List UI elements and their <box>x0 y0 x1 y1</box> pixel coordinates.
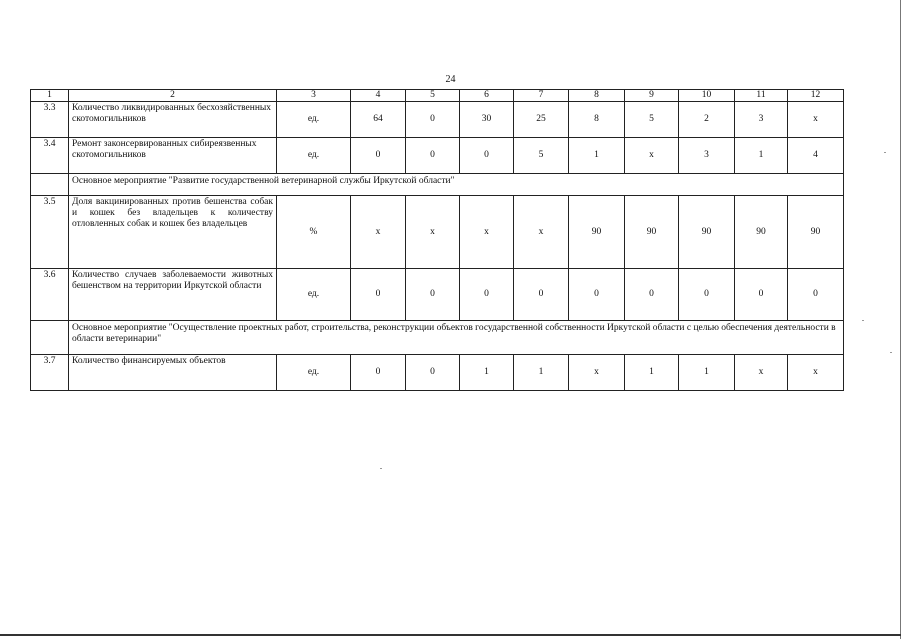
value-cell: 0 <box>625 269 679 321</box>
value-cell: 1 <box>735 138 788 174</box>
value-cell: х <box>625 138 679 174</box>
value-cell: х <box>351 196 406 269</box>
value-cell: х <box>569 355 625 391</box>
section-title: Основное мероприятие "Развитие государственной ветеринарной службы Иркутской области" <box>69 174 844 196</box>
table-row <box>31 138 844 174</box>
scan-speck <box>862 320 864 321</box>
value-cell: 3 <box>679 138 735 174</box>
scan-edge-bottom <box>0 634 901 636</box>
header-cell: 2 <box>69 90 277 102</box>
header-cell: 6 <box>460 90 514 102</box>
value-cell: 25 <box>514 102 569 138</box>
value-cell: 2 <box>679 102 735 138</box>
value-cell: 90 <box>679 196 735 269</box>
value-cell: х <box>788 355 844 391</box>
section-row <box>31 174 844 196</box>
value-cell: 1 <box>569 138 625 174</box>
value-cell: 90 <box>569 196 625 269</box>
value-cell: 0 <box>460 138 514 174</box>
table-row <box>31 102 844 138</box>
unit-cell: ед. <box>277 269 351 321</box>
header-cell: 5 <box>406 90 460 102</box>
indicator-name: Количество финансируемых объектов <box>69 355 277 391</box>
row-number: 3.7 <box>31 355 69 391</box>
table-row <box>31 196 844 269</box>
scan-speck <box>380 468 382 469</box>
table-row <box>31 269 844 321</box>
value-cell: 0 <box>735 269 788 321</box>
header-cell: 8 <box>569 90 625 102</box>
header-cell: 4 <box>351 90 406 102</box>
value-cell: 0 <box>406 269 460 321</box>
value-cell: 3 <box>735 102 788 138</box>
indicator-name: Количество случаев заболеваемости животных бешенством на территории Иркутской области <box>69 269 277 321</box>
value-cell: 0 <box>460 269 514 321</box>
unit-cell: ед. <box>277 102 351 138</box>
value-cell: 8 <box>569 102 625 138</box>
indicator-name: Доля вакцинированных против бешенства собак и кошек без владельцев к количеству отловленных собак и кошек без владельцев <box>69 196 277 269</box>
value-cell: 5 <box>625 102 679 138</box>
unit-cell: ед. <box>277 355 351 391</box>
value-cell: 0 <box>406 355 460 391</box>
indicator-name: Ремонт законсервированных сибиреязвенных скотомогильников <box>69 138 277 174</box>
value-cell: 0 <box>406 138 460 174</box>
value-cell: 0 <box>351 355 406 391</box>
value-cell: 5 <box>514 138 569 174</box>
value-cell: 4 <box>788 138 844 174</box>
value-cell: 90 <box>788 196 844 269</box>
scan-speck <box>884 152 886 153</box>
header-cell: 11 <box>735 90 788 102</box>
header-cell: 3 <box>277 90 351 102</box>
section-empty-cell <box>31 321 69 355</box>
section-title: Основное мероприятие "Осуществление проектных работ, строительства, реконструкции объектов государственной собственности Иркутской области с целью обеспечения деятельности в области ветеринарии" <box>69 321 844 355</box>
scan-speck <box>890 352 892 353</box>
value-cell: 0 <box>679 269 735 321</box>
indicators-table <box>30 89 844 391</box>
header-cell: 10 <box>679 90 735 102</box>
unit-cell: % <box>277 196 351 269</box>
indicator-name: Количество ликвидированных бесхозяйственных скотомогильников <box>69 102 277 138</box>
value-cell: 1 <box>679 355 735 391</box>
value-cell: 1 <box>460 355 514 391</box>
row-number: 3.6 <box>31 269 69 321</box>
header-cell: 7 <box>514 90 569 102</box>
value-cell: х <box>788 102 844 138</box>
row-number: 3.3 <box>31 102 69 138</box>
value-cell: х <box>514 196 569 269</box>
value-cell: 0 <box>351 269 406 321</box>
value-cell: 64 <box>351 102 406 138</box>
page-number: 24 <box>445 74 456 85</box>
value-cell: 0 <box>788 269 844 321</box>
section-row <box>31 321 844 355</box>
row-number: 3.4 <box>31 138 69 174</box>
value-cell: 90 <box>625 196 679 269</box>
value-cell: х <box>460 196 514 269</box>
value-cell: 0 <box>351 138 406 174</box>
header-cell: 12 <box>788 90 844 102</box>
unit-cell: ед. <box>277 138 351 174</box>
header-cell: 1 <box>31 90 69 102</box>
value-cell: 1 <box>625 355 679 391</box>
value-cell: 1 <box>514 355 569 391</box>
section-empty-cell <box>31 174 69 196</box>
value-cell: 0 <box>569 269 625 321</box>
header-cell: 9 <box>625 90 679 102</box>
table-row <box>31 355 844 391</box>
value-cell: х <box>735 355 788 391</box>
value-cell: х <box>406 196 460 269</box>
value-cell: 0 <box>514 269 569 321</box>
value-cell: 0 <box>406 102 460 138</box>
value-cell: 90 <box>735 196 788 269</box>
row-number: 3.5 <box>31 196 69 269</box>
value-cell: 30 <box>460 102 514 138</box>
header-row <box>31 90 844 102</box>
